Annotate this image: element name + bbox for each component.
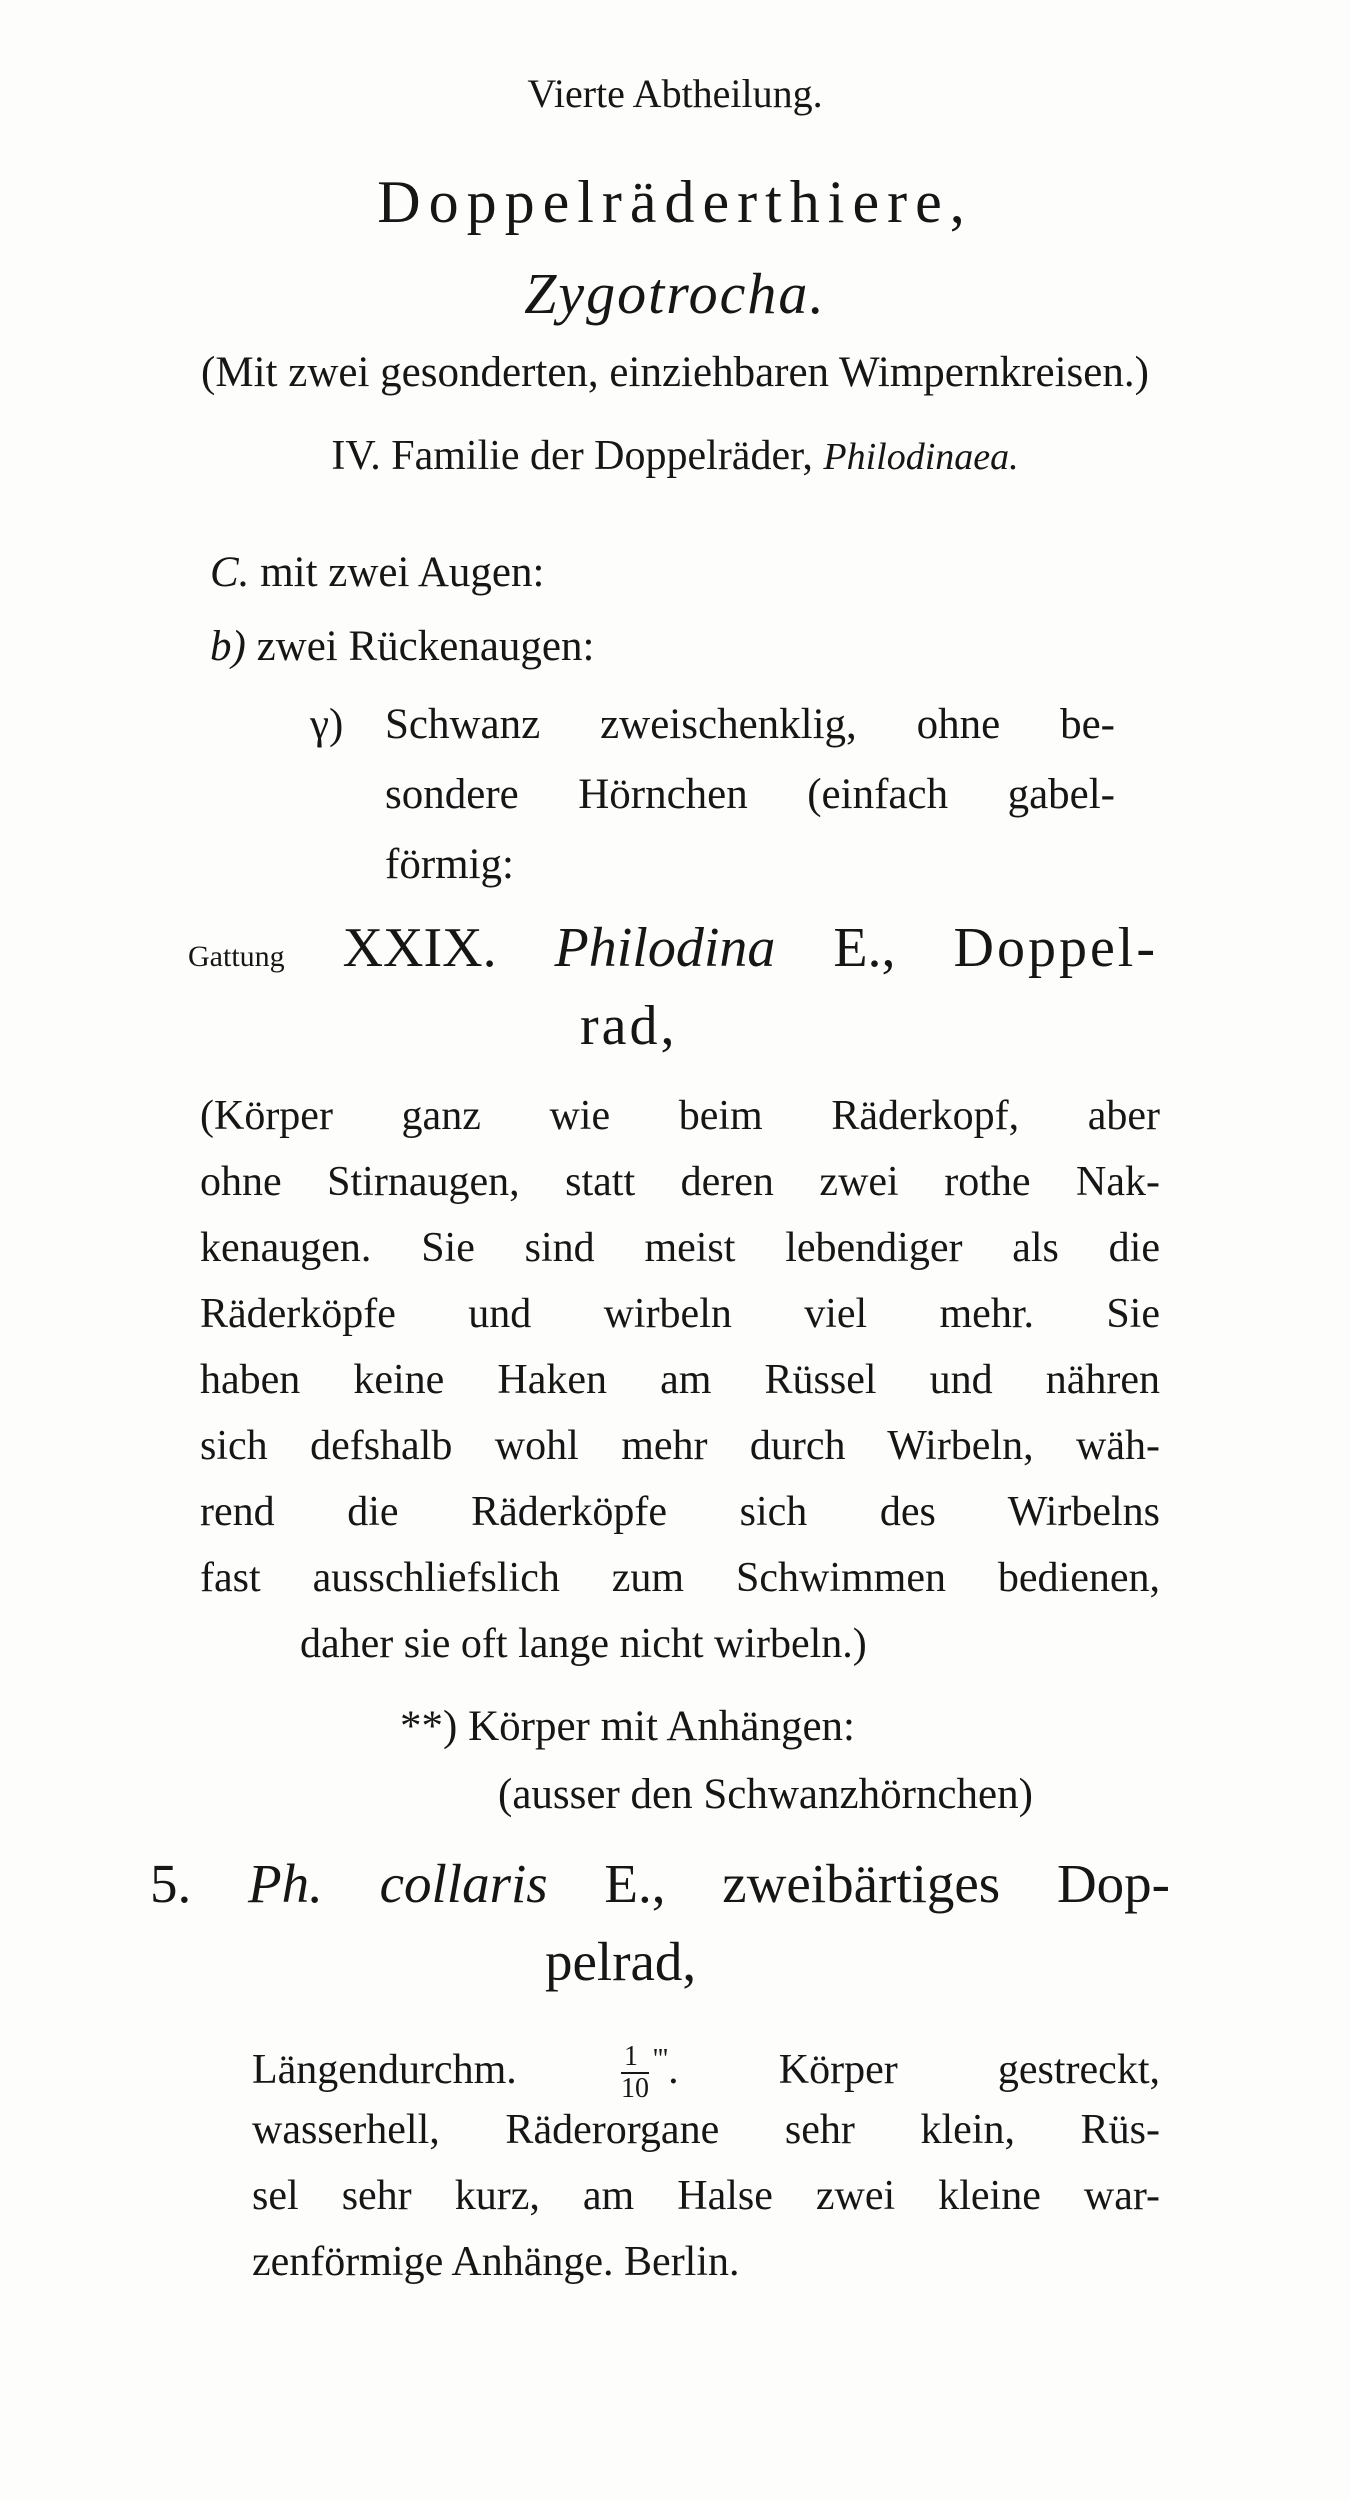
genus-desc-line-8: fast ausschliefslich zum Schwimmen bedienen, [200,1555,1160,1601]
section-title: Doppelräderthiere, [377,169,973,235]
family-latin-name: Philodinaea. [823,436,1019,478]
genus-desc-line-2: ohne Stirnaugen, statt deren zwei rothe Nak- [200,1159,1160,1205]
species-author: E., [604,1853,666,1914]
species-german-name: zweibärtiges Dop- [722,1853,1170,1914]
species-size-prefix: Längendurchm. [252,2047,517,2093]
species-heading [150,1852,1170,1915]
genus-prefix: Gattung [188,940,285,973]
genus-author: E., [833,917,896,979]
species-desc-line-1 [252,2030,1160,2104]
species-size-fraction [621,2042,649,2104]
genus-german-name-cont: rad, [580,995,678,1057]
species-german-name-cont: pelrad, [545,1931,697,1992]
subgroup-line-1: Körper mit Anhängen: [468,1703,855,1750]
key-gamma-line-3: förmig: [385,841,514,888]
section-description: (Mit zwei gesonderten, einziehbaren Wimpernkreisen.) [201,349,1149,396]
species-desc-line-4: zenförmige Anhänge. Berlin. [252,2239,740,2285]
section-latin-name: Zygotrocha. [524,261,826,326]
genus-desc-line-7: rend die Räderköpfe sich des Wirbelns [200,1489,1160,1535]
species-latin-name: Ph. collaris [248,1853,548,1914]
key-gamma-line-1: Schwanz zweischenklig, ohne be- [385,701,1115,748]
genus-desc-line-9: daher sie oft lange nicht wirbeln.) [300,1621,867,1667]
genus-heading [188,916,1158,980]
subgroup-heading [400,1702,855,1751]
genus-desc-line-4: Räderköpfe und wirbeln viel mehr. Sie [200,1291,1160,1337]
key-c-text: mit zwei Augen: [260,549,545,596]
key-c-label: C. [210,549,250,596]
key-b-text: zwei Rückenaugen: [256,623,595,670]
genus-desc-line-6: sich defshalb wohl mehr durch Wirbeln, wäh- [200,1423,1160,1469]
species-size-unit: ''' [652,2044,669,2075]
genus-german-name: Doppel- [953,917,1159,979]
key-gamma-label: γ) [310,701,344,748]
genus-number: XXIX. [342,917,497,979]
genus-desc-line-1: (Körper ganz wie beim Räderkopf, aber [200,1093,1160,1139]
subgroup-line-2: (ausser den Schwanzhörnchen) [498,1771,1033,1818]
key-c [210,548,544,597]
key-b [210,622,594,671]
family-heading [0,432,1350,480]
species-size-denominator: 10 [620,2073,649,2105]
genus-desc-line-3: kenaugen. Sie sind meist lebendiger als die [200,1225,1160,1271]
species-number: 5. [150,1853,192,1914]
species-desc-line-3: sel sehr kurz, am Halse zwei kleine war- [252,2173,1160,2219]
species-desc-line-2: wasserhell, Räderorgane sehr klein, Rüs- [252,2107,1160,2153]
key-gamma-line-2: sondere Hörnchen (einfach gabel- [385,771,1115,818]
running-head: Vierte Abtheilung. [527,71,823,116]
species-size-numerator: 1 [621,2042,649,2074]
key-b-label: b) [210,623,246,670]
family-prefix: IV. Familie der Doppelräder, [331,433,824,479]
species-desc-first-rest: . Körper gestreckt, [668,2047,1160,2093]
genus-latin-name: Philodina [554,917,776,979]
subgroup-label: **) [400,1703,458,1750]
genus-desc-line-5: haben keine Haken am Rüssel und nähren [200,1357,1160,1403]
